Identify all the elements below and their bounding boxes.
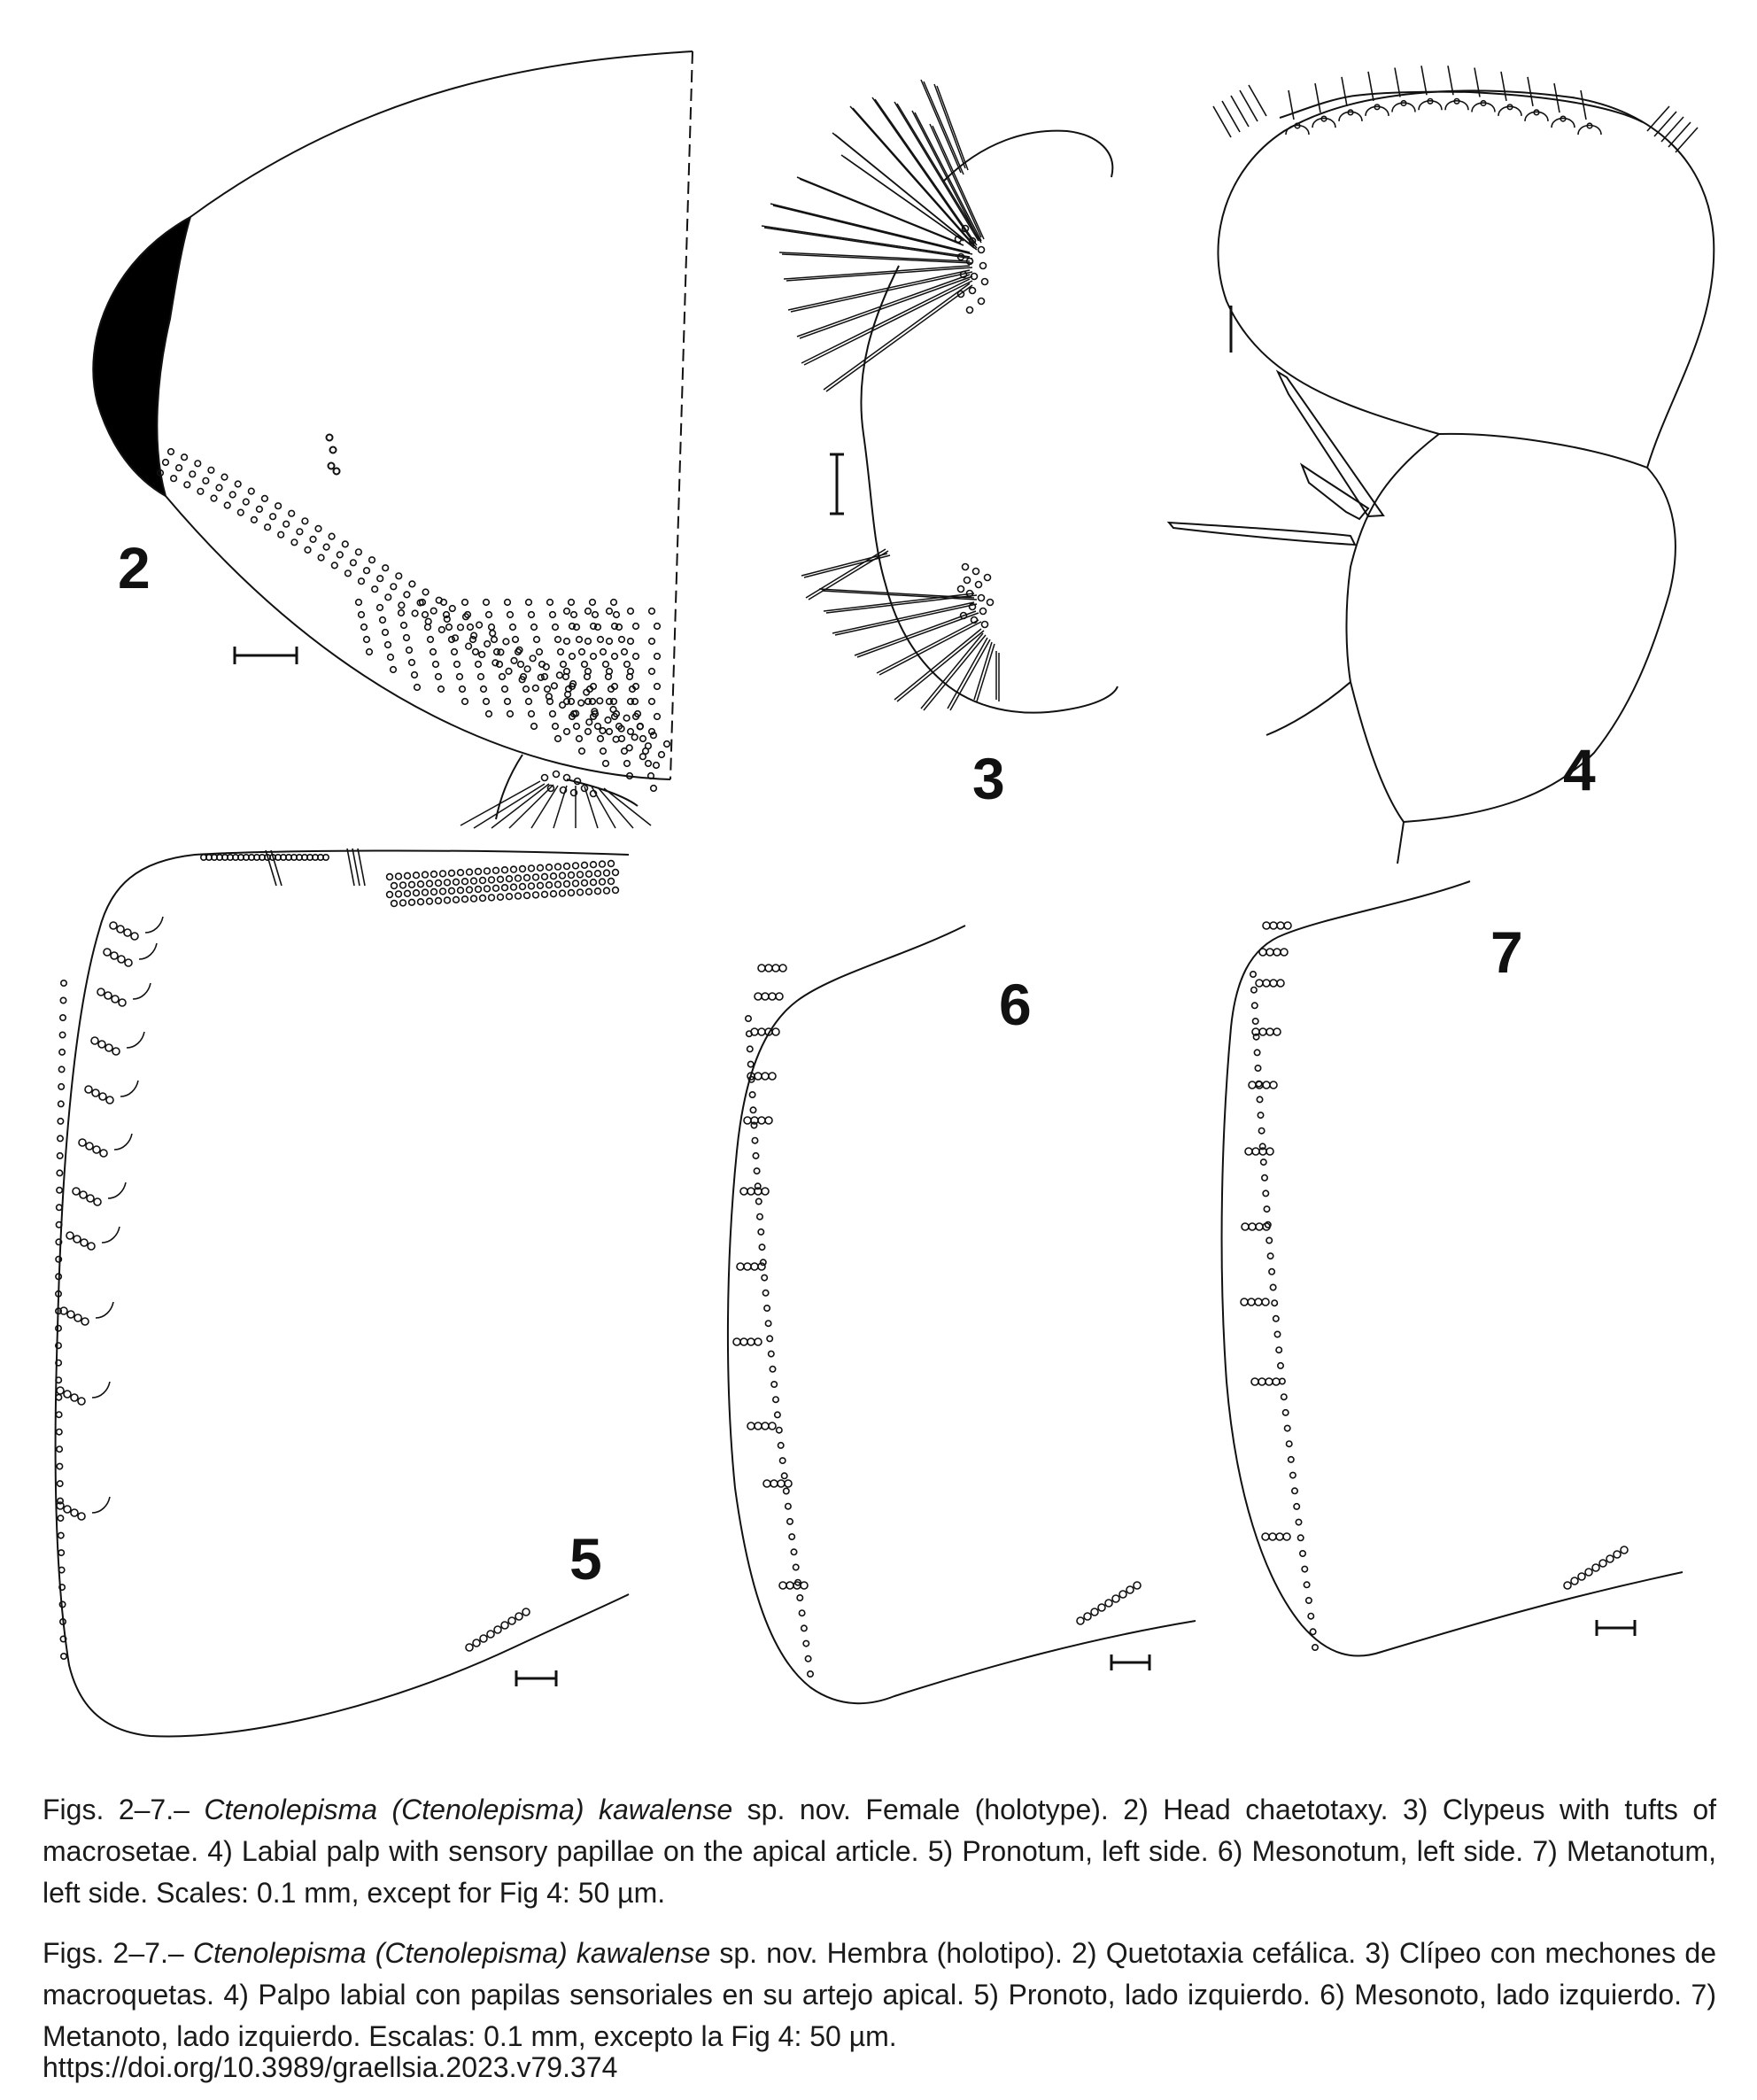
fig5-number: 5 [569,1526,602,1592]
fig2-number: 2 [118,535,151,601]
caption-en-prefix: Figs. 2–7.– [43,1794,205,1825]
figure-caption-english [43,1789,1716,1914]
figure-caption-spanish [43,1933,1716,2057]
caption-en-taxon: Ctenolepisma (Ctenolepisma) kawalense [204,1794,733,1825]
doi-link[interactable]: https://doi.org/10.3989/graellsia.2023.v79.374 [43,2051,618,2083]
fig5-pronotum-drawing [56,849,629,1737]
fig3-clypeus-drawing [762,80,1118,713]
fig7-number: 7 [1490,919,1523,985]
fig4-number: 4 [1563,737,1596,802]
fig6-number: 6 [999,972,1032,1037]
fig3-number: 3 [972,746,1005,811]
fig7-metanotum-drawing [1222,881,1683,1656]
fig2-head-drawing [93,51,693,828]
caption-es-text: sp. nov. Hembra (holotipo). 2) Quetotaxia cefálica. 3) Clípeo con mechones de macroquetas. 4) Palpo labial con papilas sensoriales en su artejo apical. 5) Pronoto, lado izquierdo. 6) Mesonoto, lado izquierdo. 7) Metanoto, lado izquierdo. Escalas: 0.1 mm, excepto la Fig 4: 50 µm. [43,1937,1717,2052]
fig6-mesonotum-drawing [728,926,1196,1703]
caption-es-taxon: Ctenolepisma (Ctenolepisma) kawalense [192,1937,711,1969]
fig4-labial-palp-drawing [1169,66,1714,864]
caption-en-text: sp. nov. Female (holotype). 2) Head chaetotaxy. 3) Clypeus with tufts of macrosetae. 4) Labial palp with sensory papillae on the apical article. 5) Pronotum, left side. 6) Mesonotum, left side. 7) Metanotum, left side. Scales: 0.1 mm, except for Fig 4: 50 µm. [43,1794,1717,1909]
caption-es-prefix: Figs. 2–7.– [43,1937,193,1969]
